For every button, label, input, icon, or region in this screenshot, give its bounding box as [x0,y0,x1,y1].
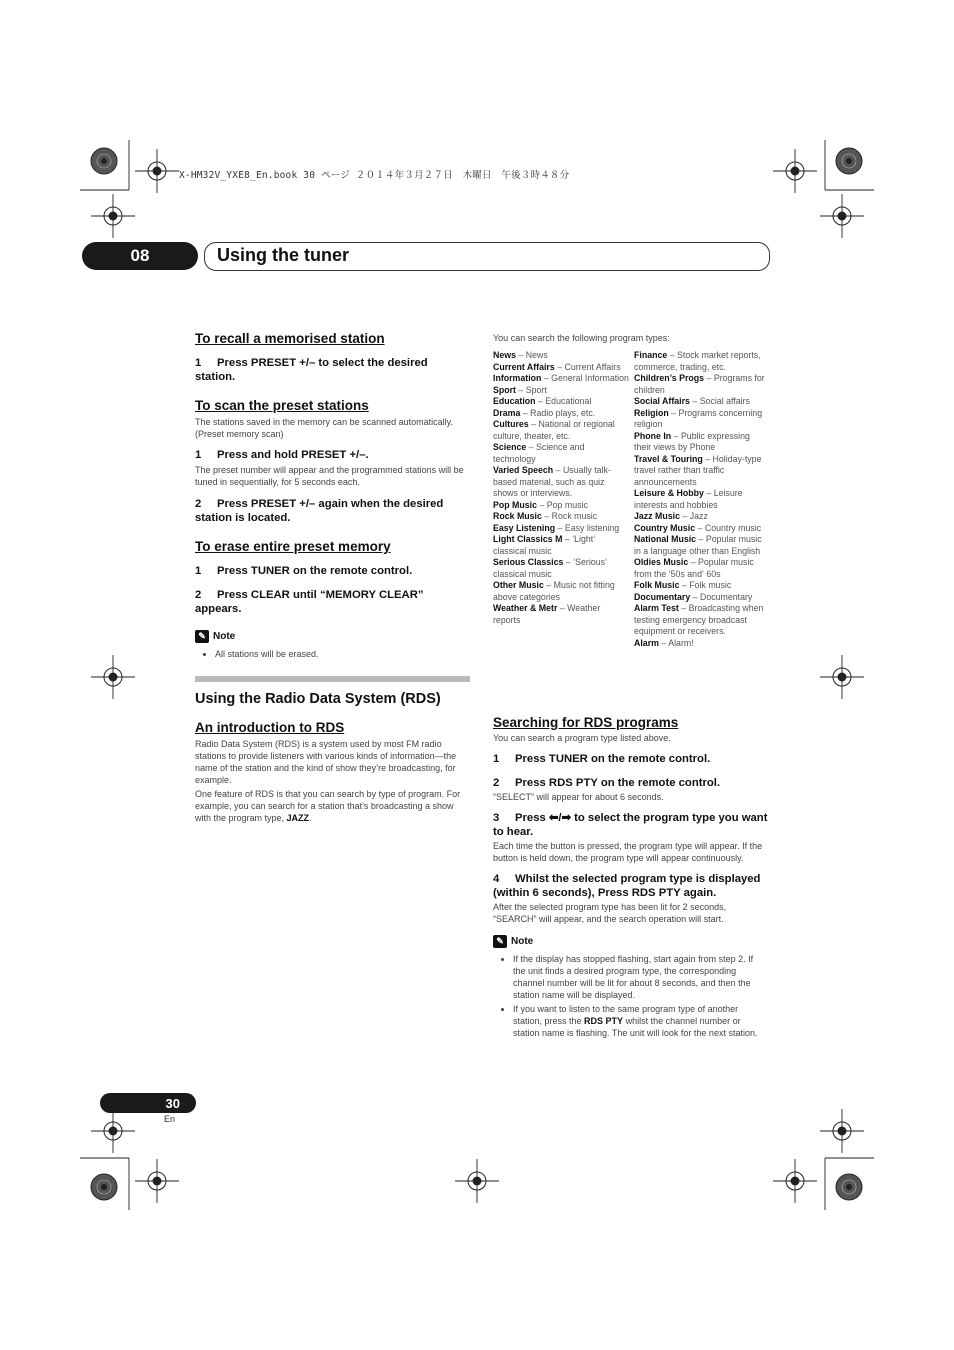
note-bold: RDS PTY [584,1016,624,1026]
program-type-separator: – [535,396,546,406]
program-types-column-2 [634,350,766,649]
program-type-name: Other Music [493,580,544,590]
right-note-list [493,953,768,1039]
program-type-separator: – [703,488,714,498]
chapter-number-badge: 08 [82,242,198,270]
program-type-name: Finance [634,350,668,360]
program-type-name: Serious Classics [493,557,564,567]
step-text: Press CLEAR until “MEMORY CLEAR” appears. [195,589,424,615]
program-type-desc: Weather reports [493,603,601,625]
page-number-badge: 30 [100,1093,196,1113]
program-type-separator: – [515,350,526,360]
program-type-separator: – [562,534,573,544]
program-type-name: Religion [634,407,669,418]
program-type-desc: Holiday-type travel rather than traffic announcements [634,453,762,487]
note-pencil-icon: ✎ [493,935,507,948]
program-type-name: Information [493,373,542,383]
program-type-name: Jazz Music [634,511,680,521]
program-type-desc: Documentary [700,591,753,602]
program-type-item [634,603,766,638]
right-note-header [493,935,768,948]
rds-heading: Using the Radio Data System (RDS) [195,691,441,707]
section-divider-bar [195,676,470,682]
program-type-separator: – [668,407,679,418]
program-type-item [634,408,766,431]
program-type-separator: – [557,603,568,613]
step-text: Whilst the selected program type is displayed (within 6 seconds), Press RDS PTY again. [493,873,761,899]
program-type-separator: – [704,373,714,383]
step-text: Press PRESET +/– again when the desired station is located. [195,498,444,524]
note-text-end: whilst the channel number or station name is flashing. The unit will look for the next station. [513,1016,758,1038]
program-type-separator: – [526,442,537,452]
program-type-name: Rock Music [493,511,542,521]
search-step-1 [493,752,768,766]
search-step-4 [493,872,768,900]
step-number: 2 [493,777,500,789]
step-number: 4 [493,873,500,885]
program-type-item [493,419,629,442]
step-number: 1 [195,449,202,461]
program-type-separator: – [671,430,681,441]
note-pencil-icon: ✎ [195,630,209,643]
program-type-desc: Science and technology [493,442,585,464]
program-type-separator: – [678,603,689,613]
program-type-name: Travel & Touring [634,453,703,464]
program-type-item [634,396,766,408]
program-type-desc: Country music [704,522,762,533]
program-type-item [634,580,766,592]
program-type-name: Children’s Progs [634,373,705,383]
note-label: Note [213,631,236,642]
program-type-separator: – [554,361,565,372]
program-type-name: Phone In [634,430,672,441]
program-type-name: Varied Speech [493,465,554,475]
step-text: Press ⬅/➡ to select the program type you want to hear. [493,812,768,838]
program-type-separator: – [541,373,552,383]
scan-step-1 [195,448,470,462]
search-step-2 [493,776,768,790]
step-text: Press and hold PRESET +/–. [217,449,369,461]
program-type-item [493,500,629,512]
program-type-name: Drama [493,407,521,418]
program-types-column-1 [493,350,629,626]
program-type-desc: Alarm! [668,637,694,648]
recall-heading: To recall a memorised station [195,331,385,346]
note-item: • If the display has stopped flashing, start again from step 2. If the unit finds a desired program type, the corresponding channel number will be lit for about 8 seconds, and then the station name will be displayed. [513,953,768,1001]
program-type-separator: – [520,407,531,418]
program-type-item [493,511,629,523]
erase-heading: To erase entire preset memory [195,539,391,554]
program-type-desc: Music not fitting above categories [493,580,615,602]
program-type-desc: Popular music from the ‘50s and‘ 60s [634,557,754,579]
p2-bold: JAZZ [286,813,310,823]
program-type-item [634,373,766,396]
program-type-name: Easy Listening [493,522,556,533]
print-job-line: X-HM32V_YXE8_En.book 30 ページ ２０１４年３月２７日 木曜日 午後３時４８分 [179,170,570,181]
program-type-separator: – [688,557,699,567]
program-type-separator: – [702,453,713,464]
rds-intro-p1: Radio Data System (RDS) is a system used by most FM radio stations to provide listeners with various kinds of information—the name of the station and the kind of show they’re broadcasting, for example. [195,739,457,785]
erase-step-1 [195,564,470,578]
program-type-item [493,580,629,603]
rds-intro-p2 [195,788,470,824]
program-type-item [493,523,629,535]
program-type-separator: – [696,534,706,544]
program-type-desc: Rock music [551,511,598,521]
program-type-item [493,557,629,580]
program-type-name: Science [493,442,527,452]
program-type-desc: Stock market reports, commerce, trading, etc. [634,350,761,372]
program-type-separator: – [553,465,563,475]
left-note-list [195,648,470,660]
program-type-item [634,488,766,511]
step-number: 1 [195,357,202,369]
program-type-item [634,523,766,535]
program-type-desc: Programs for children [634,373,765,395]
program-type-name: Sport [493,384,516,395]
program-type-desc: Educational [545,396,592,406]
step-text: Press TUNER on the remote control. [217,565,413,577]
program-type-item [493,373,629,385]
program-type-name: Weather & Metr [493,603,558,613]
program-type-desc: Leisure interests and hobbies [634,488,743,510]
note-item [513,1003,768,1039]
program-type-desc: General Information [551,373,629,383]
program-type-desc: Current Affairs [564,361,621,372]
program-type-item [634,557,766,580]
program-type-name: Oldies Music [634,557,689,567]
program-type-name: Social Affairs [634,396,690,406]
program-type-item [493,385,629,397]
note-label: Note [511,936,534,947]
program-type-desc: Programs concerning religion [634,407,763,429]
program-type-name: Country Music [634,522,696,533]
program-type-name: Light Classics M [493,534,563,544]
program-type-separator: – [528,419,539,429]
step-number: 2 [195,498,202,510]
p2-text: One feature of RDS is that you can search by type of program. For example, you can search for a station that’s broadcasting a show with the program type, [195,789,461,823]
program-type-name: Folk Music [634,580,680,590]
program-type-desc: ‘Light’ classical music [493,534,595,556]
program-type-desc: Popular music in a language other than English [634,534,762,556]
program-type-item [634,454,766,489]
program-type-item [634,638,766,650]
step-number: 1 [195,565,202,577]
program-type-item [493,442,629,465]
search-step-3 [493,811,768,839]
step-text: Press PRESET +/– to select the desired station. [195,357,428,383]
program-type-name: Current Affairs [493,361,555,372]
program-type-desc: ‘Serious’ classical music [493,557,607,579]
program-type-desc: Broadcasting when testing emergency broadcast equipment or receivers. [634,603,764,636]
program-type-separator: – [541,511,552,521]
note-item: • All stations will be erased. [215,648,470,660]
program-type-desc: Radio plays, etc. [530,407,596,418]
program-type-separator: – [667,350,678,360]
program-type-separator: – [537,499,547,510]
program-type-item [634,431,766,454]
program-type-desc: Sport [525,384,547,395]
search-step-2-body: “SELECT” will appear for about 6 seconds. [493,792,664,802]
program-type-desc: Public expressing their views by Phone [634,430,750,452]
program-type-separator: – [690,591,700,602]
p2-end: . [309,813,312,823]
program-type-separator: – [563,557,574,567]
program-type-item [493,534,629,557]
program-type-separator: – [689,396,700,406]
language-label: En [164,1114,176,1124]
program-types-intro: You can search the following program types: [493,333,670,343]
program-type-item [634,350,766,373]
search-step-4-body: After the selected program type has been lit for 2 seconds, “SEARCH” will appear, and the search operation will start. [493,902,727,924]
rds-intro-heading: An introduction to RDS [195,720,345,735]
search-step-3-body: Each time the button is pressed, the program type will appear. If the button is held down, the program type will appear continuously. [493,841,763,863]
erase-step-2 [195,588,470,616]
program-type-item [493,362,629,374]
program-type-desc: Folk music [689,580,732,590]
step-text: Press TUNER on the remote control. [515,753,711,765]
step-number: 1 [493,753,500,765]
step-text: Press RDS PTY on the remote control. [515,777,721,789]
program-type-name: Leisure & Hobby [634,488,704,498]
scan-step-2 [195,497,470,525]
program-type-name: Documentary [634,591,691,602]
program-type-desc: Pop music [546,499,588,510]
program-type-separator: – [515,384,526,395]
search-heading: Searching for RDS programs [493,715,679,730]
program-type-desc: National or regional culture, theater, etc. [493,419,615,441]
left-column [195,331,470,824]
chapter-title: Using the tuner [217,245,350,265]
note-text: If you want to listen to the same program type of another station, press the [513,1004,739,1026]
recall-step-1 [195,356,470,384]
program-type-item [493,603,629,626]
program-type-separator: – [679,580,690,590]
step-number: 2 [195,589,202,601]
search-section [493,715,768,1041]
program-type-item [493,408,629,420]
scan-heading: To scan the preset stations [195,398,369,413]
program-type-desc: News [525,350,548,360]
step-number: 3 [493,812,500,824]
program-type-separator: – [543,580,554,590]
program-type-item [634,511,766,523]
program-type-name: Cultures [493,419,529,429]
program-type-item [493,465,629,500]
scan-intro: The stations saved in the memory can be scanned automatically. (Preset memory scan) [195,417,453,439]
program-type-desc: Social affairs [699,396,750,406]
program-type-name: News [493,350,516,360]
program-type-item [493,350,629,362]
program-type-separator: – [555,522,565,533]
scan-step-1-body: The preset number will appear and the programmed stations will be tuned in sequentially, for 5 seconds each. [195,465,464,487]
program-type-item [634,534,766,557]
program-type-item [634,592,766,604]
program-type-desc: Easy listening [564,522,620,533]
program-type-separator: – [679,511,690,521]
program-type-desc: Usually talk-based material, such as quiz shows or interviews. [493,465,611,498]
program-type-name: National Music [634,534,697,544]
program-type-desc: Jazz [689,511,708,521]
program-type-item [493,396,629,408]
program-type-name: Alarm Test [634,603,679,613]
program-type-name: Pop Music [493,499,537,510]
search-intro: You can search a program type listed above. [493,733,671,743]
left-note-header [195,630,470,643]
program-type-name: Alarm [634,637,659,648]
program-type-separator: – [658,637,669,648]
program-type-name: Education [493,396,536,406]
program-type-separator: – [695,522,705,533]
